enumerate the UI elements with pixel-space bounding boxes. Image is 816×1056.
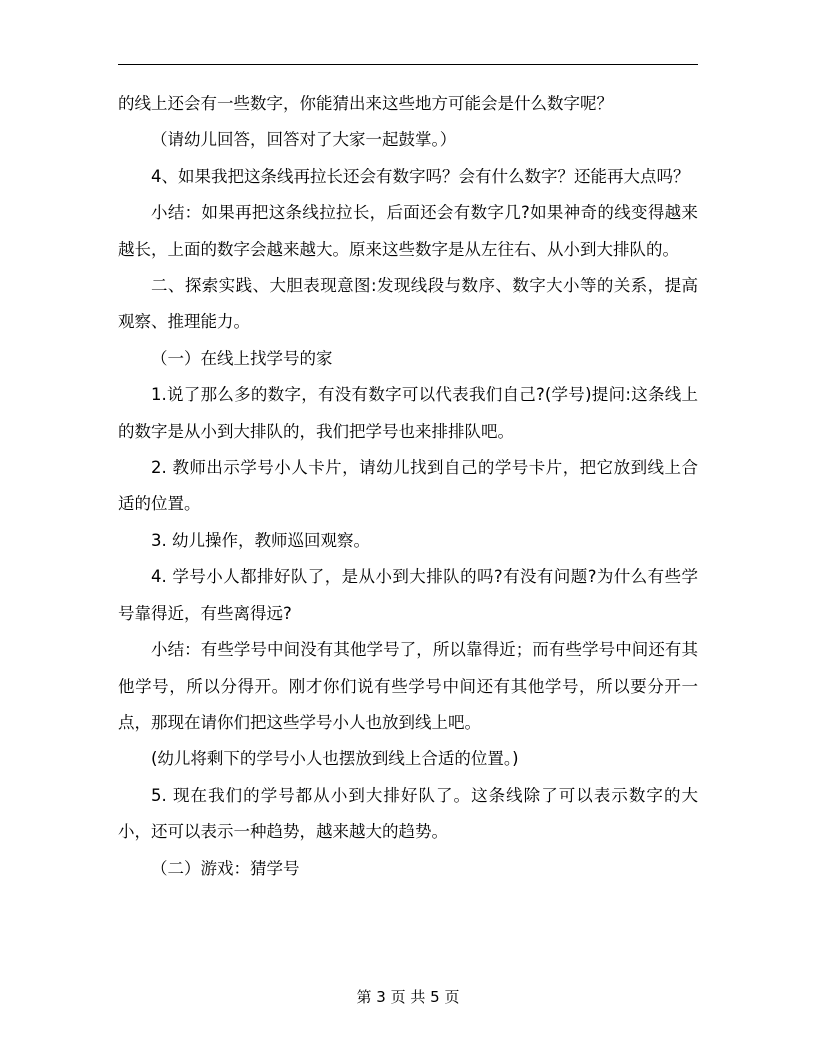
paragraph-subsection-1: （一）在线上找学号的家 — [151, 348, 333, 368]
paragraph-step-1: 1.说了那么多的数字，有没有数字可以代表我们自己?(学号)提问:这条线上的数字是从小到大排队的，我们把学号也来排排队吧。 — [118, 385, 698, 441]
paragraph-step-4: 4. 学号小人都排好队了，是从小到大排队的吗?有没有问题?为什么有些学号靠得近，有些离得远? — [118, 567, 698, 623]
page-number-footer: 第 3 页 共 5 页 — [356, 988, 460, 1006]
document-body — [118, 86, 698, 887]
paragraph-note-placement: (幼儿将剩下的学号小人也摆放到线上合适的位置。) — [151, 749, 519, 769]
paragraph-step-3: 3. 幼儿操作，教师巡回观察。 — [151, 530, 370, 550]
paragraph-step-5: 5. 现在我们的学号都从小到大排好队了。这条线除了可以表示数字的大小，还可以表示一种趋势，越来越大的趋势。 — [118, 785, 698, 842]
paragraph-question-4: 4、如果我把这条线再拉长还会有数字吗？会有什么数字？还能再大点吗？ — [151, 166, 690, 186]
header-rule — [118, 64, 698, 65]
paragraph-subsection-2: （二）游戏：猜学号 — [151, 858, 300, 878]
paragraph-section-2: 二、探索实践、大胆表现意图:发现线段与数序、数字大小等的关系，提高观察、推理能力。 — [118, 276, 698, 332]
paragraph-note-applause: （请幼儿回答，回答对了大家一起鼓掌。） — [151, 130, 457, 150]
paragraph-summary-1: 小结：如果再把这条线拉拉长，后面还会有数字几?如果神奇的线变得越来越长，上面的数字会越来越大。原来这些数字是从左往右、从小到大排队的。 — [118, 203, 698, 259]
paragraph-continuation: 的线上还会有一些数字，你能猜出来这些地方可能会是什么数字呢？ — [118, 94, 613, 113]
paragraph-summary-2: 小结：有些学号中间没有其他学号了，所以靠得近；而有些学号中间还有其他学号，所以分得开。刚才你们说有些学号中间还有其他学号，所以要分开一点，那现在请你们把这些学号小人也放到线上吧。 — [118, 640, 698, 732]
paragraph-step-2: 2. 教师出示学号小人卡片，请幼儿找到自己的学号卡片，把它放到线上合适的位置。 — [118, 458, 698, 514]
